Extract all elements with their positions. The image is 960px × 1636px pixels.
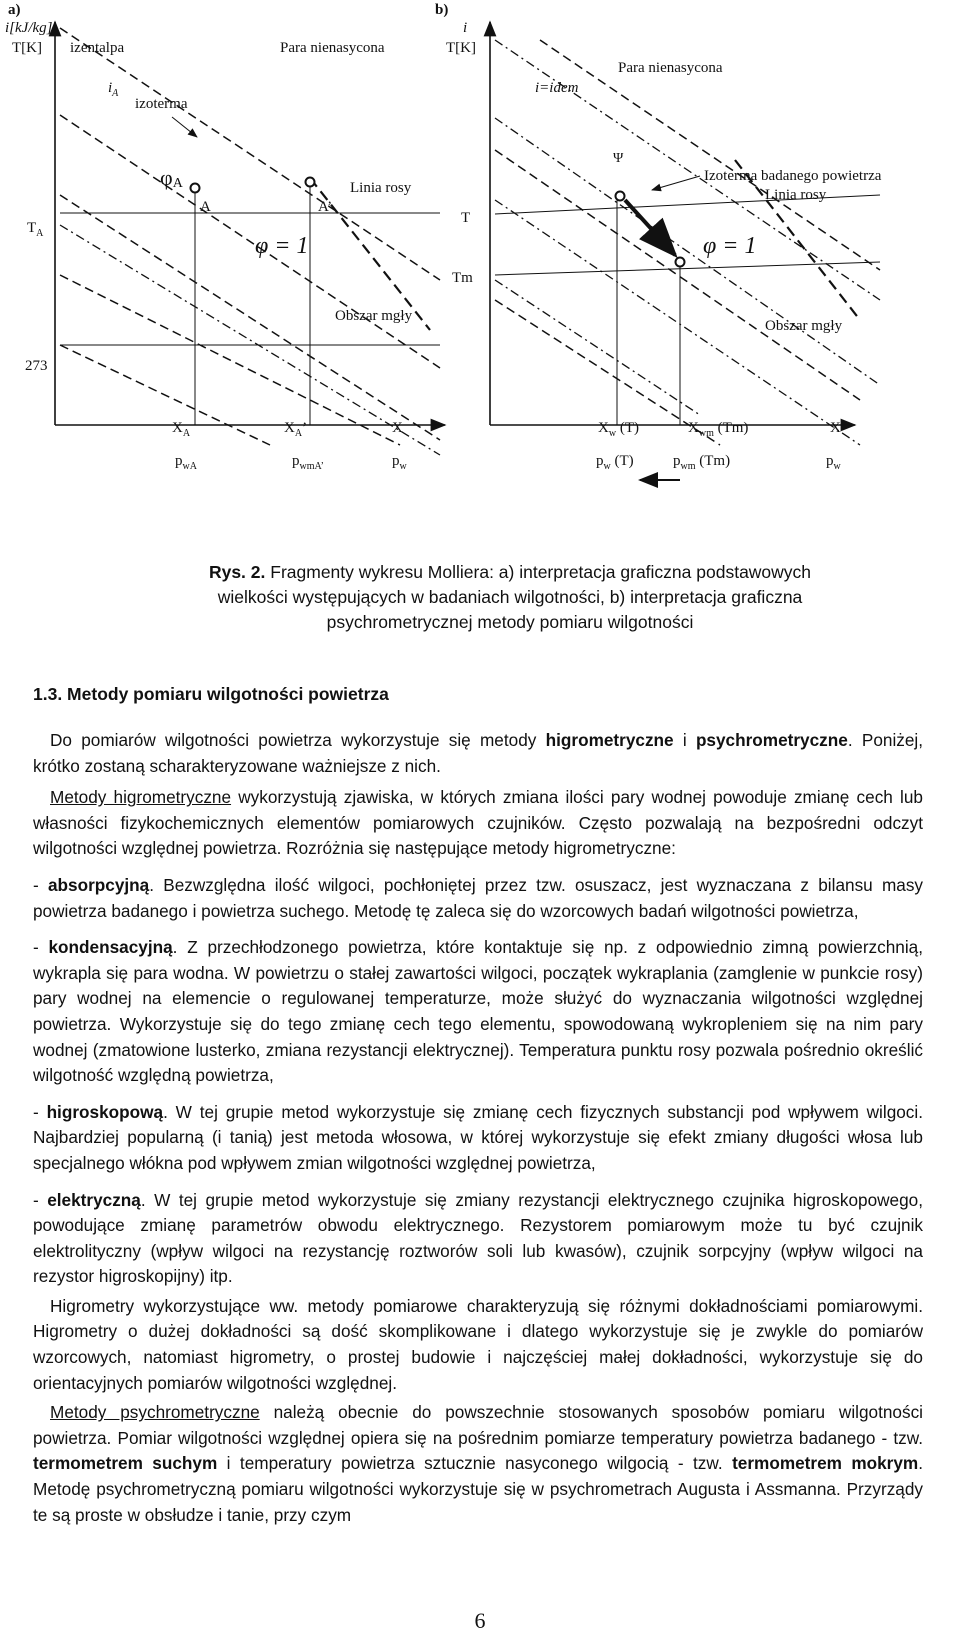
panel-a-XA: $X_A$	[172, 420, 191, 439]
panel-a	[5, 2, 445, 472]
panel-b-point-Tm	[676, 258, 685, 267]
panel-a-y-label-1: i[kJ/kg]	[5, 20, 53, 36]
figure-caption	[190, 560, 830, 635]
panel-a-iA: $i_A$	[108, 80, 119, 99]
panel-a-phiA: φA	[160, 165, 183, 191]
body-text	[33, 728, 923, 1528]
paragraph-hygrometric: Metody higrometryczne wykorzystują zjawiska, w których zmiana ilości pary wodnej powoduje zmianę cech lub własności fizykochemicznych elementów pomiarowych czujników. Często pozwalają na bezpośredni odczyt wilgotności względnej powietrza. Rozróżnia się następujące metody higrometryczne:	[33, 787, 923, 859]
panel-b-Tm-label: Tm	[452, 270, 473, 286]
mollier-diagram-figure	[0, 0, 960, 520]
panel-b-pw-right: $p_w$	[826, 453, 841, 472]
panel-a-pwmA: $p_{wmA’}$	[292, 453, 324, 472]
panel-a-A-prime-label: A’	[318, 199, 333, 215]
panel-b-T-label: T	[461, 210, 471, 226]
panel-a-pwA: $p_{wA}$	[175, 453, 197, 472]
page-number: 6	[474, 1608, 486, 1633]
list-item-electrical: - elektryczną. W tej grupie metod wykorzystuje się zmiany rezystancji elektrycznego czujnika higroskopowego, powodujące zmianę parametrów obwodu elektrycznego. Rezystorem pomiarowym może tu być czujnik elektrolityczny (wpływ wilgoci na rezystancję roztworów soli lub kwasów), czujnik sorpcyjny (wpływ wilgoci na rezystor higroskopijny) itp.	[33, 1189, 923, 1287]
panel-b-psychrometric-arrow	[625, 200, 675, 255]
panel-b-i-idem: i=idem	[535, 80, 579, 96]
list-item-absorption: - absorpcyjną. Bezwzględna ilość wilgoci, pochłoniętej przez tzw. osuszacz, jest wyznaczana z bilansu masy powietrza badanego i powietrza suchego. Metodę tę zaleca się do wzorcowych badań wilgotności powietrza,	[33, 874, 924, 921]
section-title: 1.3. Metody pomiaru wilgotności powietrza	[33, 684, 389, 704]
panel-b-Xwm: $X_{wm}$ (Tm)	[688, 420, 749, 439]
panel-a-phi-eq-1: φ = 1	[255, 233, 309, 259]
panel-a-A-label: A	[200, 199, 211, 215]
paragraph-psychrometric: Metody psychrometryczne należą obecnie do powszechnie stosowanych sposobów pomiaru wilgotności powietrza. Pomiar wilgotności względnej opiera się na pośrednim pomiarze temperatury powietrza badanego - tzw. termometrem suchym i temperatury powietrza sztucznie nasyconego wilgocią - tzw. termometrem mokrym. Metodę psychrometryczną pomiaru wilgotności wykorzystuje się w psychrometrach Augusta i Assmanna. Przyrządy te są proste w obsłudze i tanie, przy czym	[33, 1402, 924, 1525]
panel-b-point-T	[616, 192, 625, 201]
panel-a-TA: $T_A$	[27, 220, 44, 239]
panel-b-y-label-1: i	[463, 20, 468, 36]
panel-b-label: b)	[435, 2, 449, 18]
panel-b-X-label: X	[830, 420, 841, 436]
panel-b-y-label-2: T[K]	[446, 40, 476, 56]
paragraph-intro: Do pomiarów wilgotności powietrza wykorzystuje się metody higrometryczne i psychrometryczne. Poniżej, krótko zostaną scharakteryzowane ważniejsze z nich.	[33, 730, 924, 776]
panel-a-linia-rosy: Linia rosy	[350, 180, 412, 196]
panel-b-izoterma-badanego: Izoterma badanego powietrza	[704, 168, 882, 184]
panel-b-phi-eq-1: φ = 1	[703, 233, 757, 259]
panel-b	[435, 2, 882, 480]
panel-a-point-A-prime	[306, 178, 315, 187]
panel-a-izoterma: izoterma	[135, 96, 188, 112]
panel-b-isenthalps	[495, 40, 880, 445]
panel-b-linia-rosy: Linia rosy	[765, 187, 827, 203]
caption-text: Fragmenty wykresu Molliera: a) interpretacja graficzna podstawowych wielkości występujących w badaniach wilgotności, b) interpretacja graficzna psychrometrycznej metody pomiaru wilgotności	[217, 562, 812, 632]
panel-a-pw: $p_w$	[392, 453, 407, 472]
panel-a-point-A	[191, 184, 200, 193]
panel-a-XA-prime: $X_A$’	[284, 420, 308, 439]
panel-b-psi: Ψ	[613, 151, 624, 166]
paragraph-hygrometers: Higrometry wykorzystujące ww. metody pomiarowe charakteryzują się różnymi dokładnościami pomiarowymi. Higrometry o dużej dokładności są dość skomplikowane i dlatego wykorzystuje się je zwykle do pomiarów wzorcowych, natomiast higrometry, o prostej budowie i najczęściej małej dokładności, wykorzystuje się do orientacyjnych pomiarów wilgotności względnej.	[33, 1295, 923, 1393]
panel-b-Xw: $X_w$ (T)	[598, 420, 639, 439]
panel-a-y-label-2: T[K]	[12, 40, 42, 56]
panel-b-pw: $p_w$ (T)	[596, 453, 634, 472]
caption-label: Rys. 2.	[208, 562, 266, 582]
panel-a-X-label: X	[392, 420, 403, 436]
panel-a-izentalpa: izentalpa	[70, 40, 125, 56]
list-item-condensation: - kondensacyjną. Z przechłodzonego powietrza, które kontaktuje się np. z odpowiednio zimną powierzchnią, wykrapla się para wodna. W powietrzu o stałej zawartości wilgoci, początek wykraplania (zamglenie w punkcie rosy) pary wodnej na elemencie o regulowanej temperaturze, może służyć do wyznaczania wilgotności względnej powietrza. Wykorzystuje się do tego zmianę cech tego elementu, spowodowaną wykropleniem się na nim pary wodnej (zmatowione lusterko, zmiana rezystancji elektrycznej). Temperatura punktu rosy pozwala pośrednio określić wilgotność względną powietrza,	[33, 937, 923, 1086]
panel-a-obszar-mgly: Obszar mgły	[335, 308, 413, 324]
list-item-hygroscopic: - higroskopową. W tej grupie metod wykorzystuje się zmianę cech fizycznych substancji pod wpływem wilgoci. Najbardziej popularną (i tanią) jest metoda włosowa, w której wykorzystuje się efekt zmiany długości włosa lub specjalnego włókna pod wpływem zmian wilgotności względnej powietrza,	[33, 1101, 923, 1173]
panel-a-label: a)	[8, 2, 21, 18]
panel-a-273: 273	[25, 358, 48, 374]
panel-b-para-nienasycona: Para nienasycona	[618, 60, 723, 76]
panel-b-obszar-mgly: Obszar mgły	[765, 318, 843, 334]
panel-a-para-nienasycona: Para nienasycona	[280, 40, 385, 56]
panel-b-pwm: $p_{wm}$ (Tm)	[673, 453, 731, 472]
